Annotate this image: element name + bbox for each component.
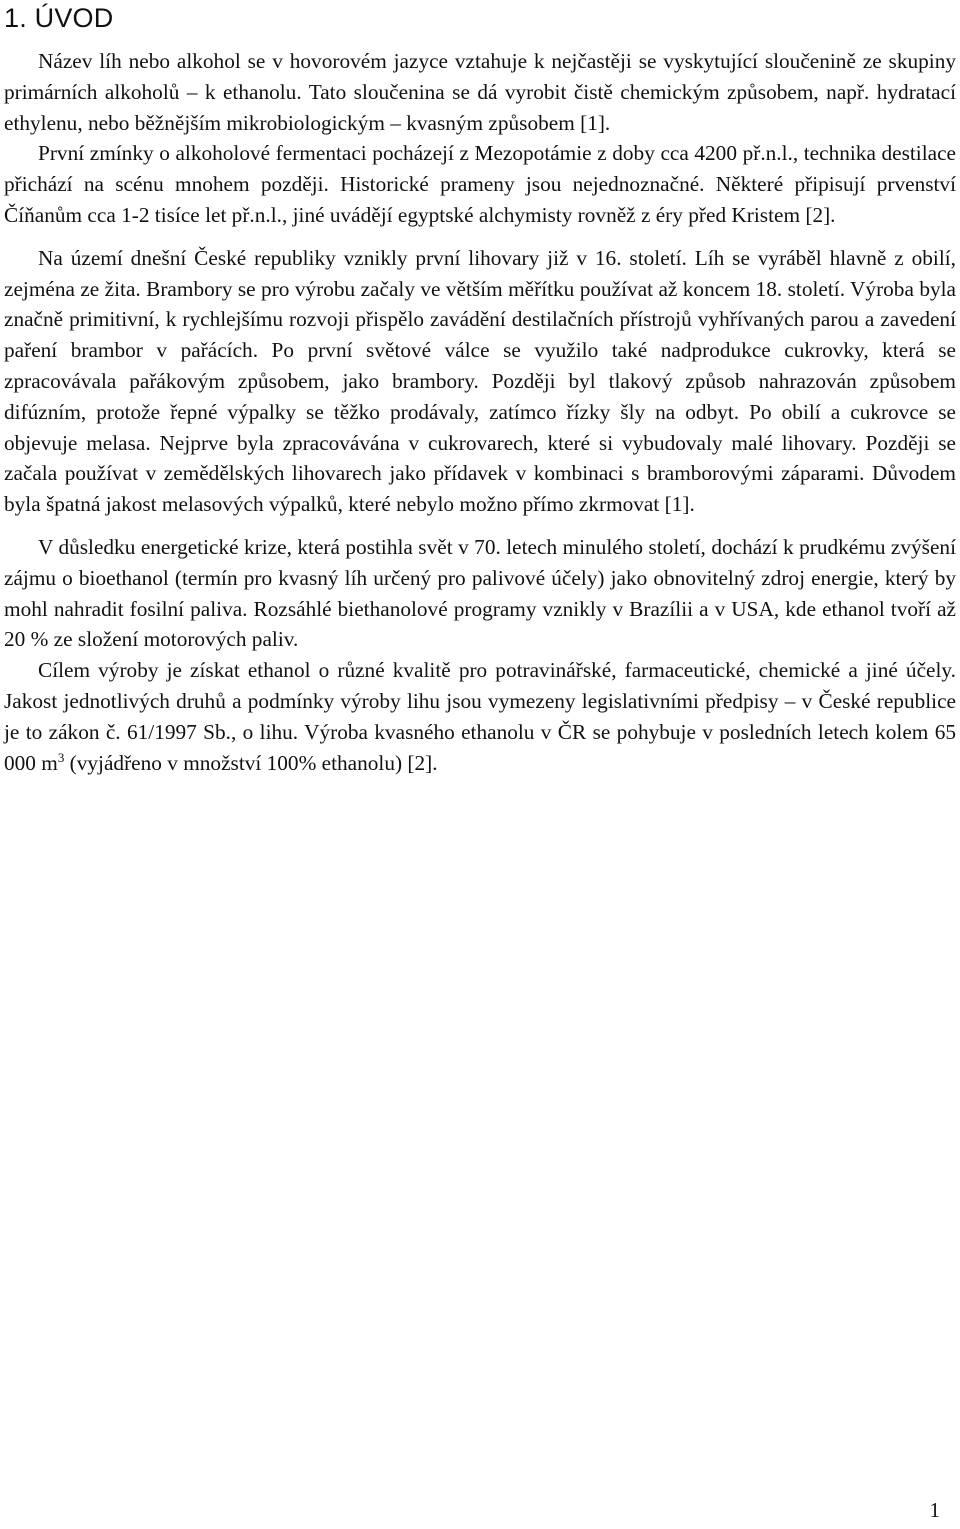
cubic-superscript: 3	[57, 749, 65, 765]
paragraph-energy-crisis: V důsledku energetické krize, která postihla svět v 70. letech minulého století, dochází k prudkému zvýšení zájmu o bioethanol (termín pro kvasný líh určený pro palivové účely) jako obnovitelný zdroj energie, který by mohl nahradit fosilní paliva. Rozsáhlé biethanolové programy vznikly v Brazílii a v USA, kde ethanol tvoří až 20 % ze složení motorových paliv.	[4, 534, 956, 652]
paragraph-intro: Název líh nebo alkohol se v hovorovém jazyce vztahuje k nejčastěji se vyskytující sloučenině ze skupiny primárních alkoholů – k ethanolu. Tato sloučenina se dá vyrobit čistě chemickým způsobem, např. hydratací ethylenu, nebo běžnějším mikrobiologickým – kvasným způsobem [1].	[4, 49, 956, 135]
body-text	[4, 46, 956, 778]
section-heading: 1. ÚVOD	[4, 3, 114, 33]
paragraph-production-goal	[4, 655, 956, 778]
paragraph-production-goal-text: Cílem výroby je získat ethanol o různé kvalitě pro potravinářské, farmaceutické, chemické a jiné účely. Jakost jednotlivých druhů a podmínky výroby lihu jsou vymezeny legislativními předpisy – v České republice je to zákon č. 61/1997 Sb., o lihu. Výroba kvasného ethanolu v ČR se pohybuje v posledních letech kolem 65 000 m	[4, 658, 956, 775]
page-number: 1	[929, 1498, 940, 1522]
paragraph-czech-history: Na území dnešní České republiky vznikly první lihovary již v 16. století. Líh se vyráběl hlavně z obilí, zejména ze žita. Brambory se pro výrobu začaly ve větším měřítku používat až koncem 18. století. Výroba byla značně primitivní, k rychlejšímu rozvoji přispělo zavádění destilačních přístrojů vyhřívaných parou a zavedení paření brambor v pařácích. Po první světové válce se využilo také nadprodukce cukrovky, která se zpracovávala pařákovým způsobem, jako brambory. Později byl tlakový způsob nahrazován způsobem difúzním, protože řepné výpalky se těžko prodávaly, zatímco řízky šly na odbyt. Po obilí a cukrovce se objevuje melasa. Nejprve byla zpracovávána v cukrovarech, které si vybudovaly malé lihovary. Později se začala používat v zemědělských lihovarech jako přídavek v kombinaci s bramborovými záparami. Důvodem byla špatná jakost melasových výpalků, které nebylo možno přímo zkrmovat [1].	[4, 245, 956, 517]
paragraph-history: První zmínky o alkoholové fermentaci pocházejí z Mezopotámie z doby cca 4200 př.n.l., technika destilace přichází na scénu mnohem později. Historické prameny jsou nejednoznačné. Některé připisují prvenství Číňanům cca 1-2 tisíce let př.n.l., jiné uvádějí egyptské alchymisty rovněž z éry před Kristem [2].	[4, 141, 956, 227]
paragraph-production-goal-tail: (vyjádřeno v množství 100% ethanolu) [2].	[64, 750, 438, 775]
